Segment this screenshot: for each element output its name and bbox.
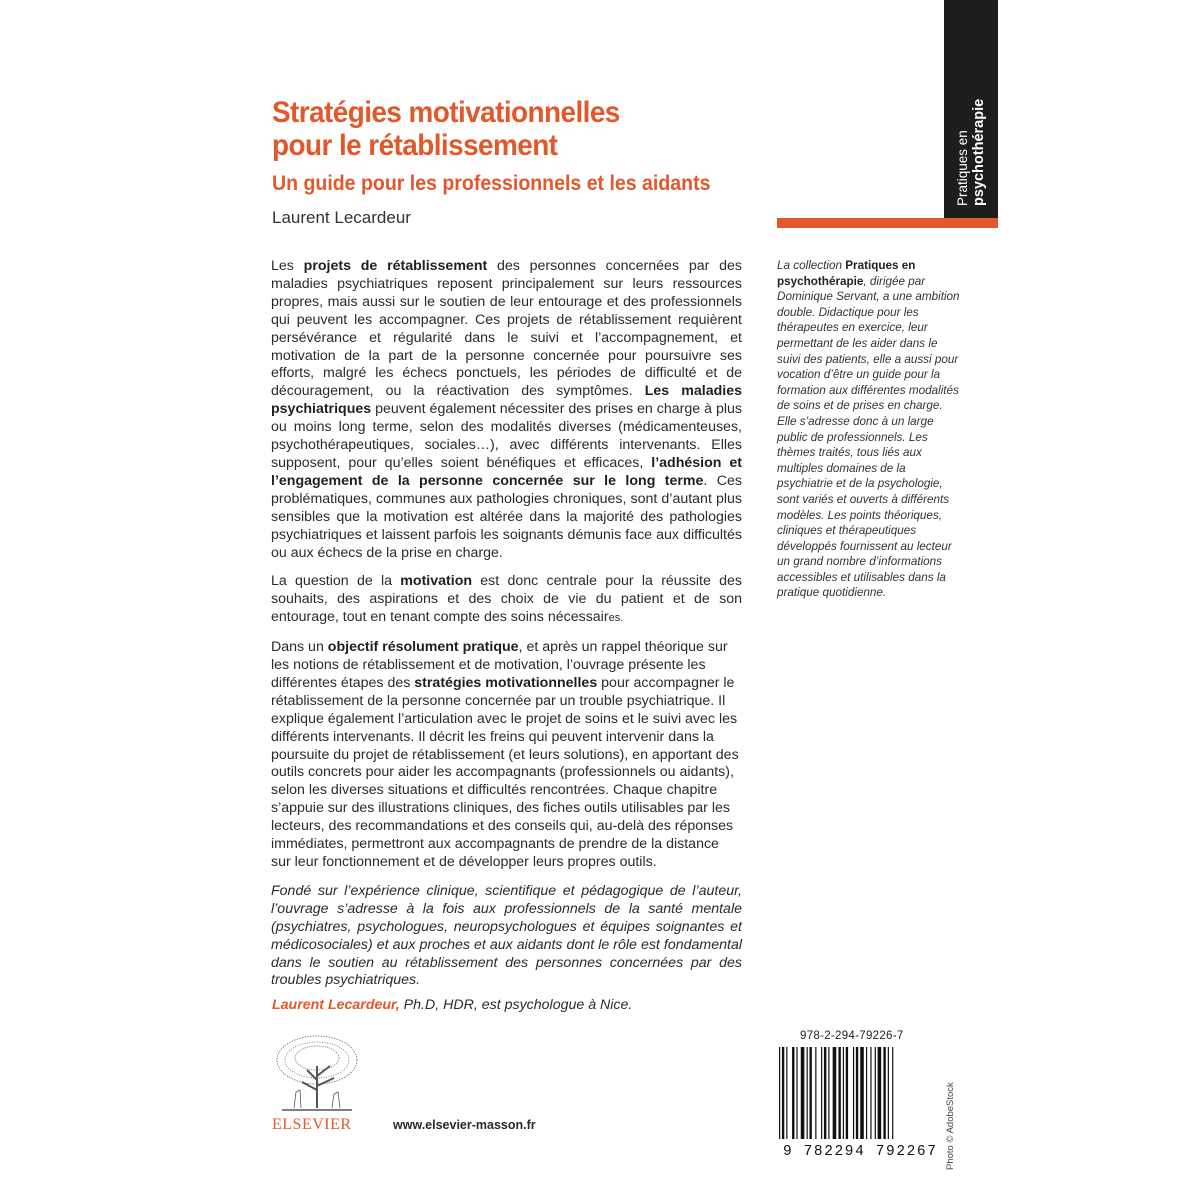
barcode-bar [878,1047,882,1139]
barcode-bar [853,1047,854,1139]
book-title [272,96,709,162]
emphasis-projets: projets de rétablissement [303,258,488,274]
title-line-2: pour le rétablissement [272,129,558,162]
paragraph-3 [271,639,742,872]
text-run: Dans un [271,639,328,656]
emphasis-strategies: stratégies motivationnelles [414,674,598,691]
back-cover-text [271,258,742,1001]
paragraph-2 [271,573,742,628]
barcode-bar [828,1047,829,1139]
author-bio [272,997,752,1013]
barcode-bar [875,1047,876,1139]
text-run: des personnes concernées par des maladies psychiatriques reposent principalement sur leurs ressources propres, mais aussi sur le soutien de leur entourage et des professionnels qui peuvent les accompagner. Ces projets de rétablissement requièrent persévérance et régularité dans le suivi et l’accompagnement, et motivation de la part de la personne concernée pour poursuivre ses efforts, malgré les échecs ponctuels, les périodes de difficulté et de découragement, ou la réactivation des symptômes. [271,258,742,400]
series-tab [944,0,998,218]
title-line-1: Stratégies motivationnelles [272,96,620,129]
emphasis-motivation: motivation [400,573,473,590]
text-run: . Ces problématiques, communes aux pathologies chroniques, sont d’autant plus sensibles que la motivation est altérée dans la majorité des pathologies psychiatriques et laissent parfois les soignants démunis face aux difficultés ou aux échecs de la prise en charge. [271,472,742,561]
barcode-bar [860,1047,864,1139]
emphasis-adhesion: l’adhésion et l’engagement de la personne concernée sur le long terme [271,454,742,489]
text-run: est donc centrale pour la réussite des souhaits, des aspirations et des choix de vie du patient et de son entourage, tout en tenant compte des soins nécessair [271,573,743,626]
barcode-bar [782,1047,784,1139]
text-run: La question de la [271,573,401,590]
paragraph-4: Fondé sur l’expérience clinique, scientifique et pédagogique de l’auteur, l’ouvrage s’adresse à la fois aux professionnels de la santé mentale (psychiatres, psychologues, neuropsychologues et équipes soignantes et médicosociales) et aux proches et aux aidants dont le rôle est fondamental dans le soutien au rétablissement des personnes concernées par des troubles psychiatriques. [271,882,742,989]
photo-credit: Photo © AdobeStock [945,1082,956,1170]
barcode-digits: 9 782294 792267 [783,1144,938,1160]
barcode-bar [833,1047,837,1139]
emphasis-maladies: Les maladies psychiatriques [271,383,743,418]
text-run: La collection [777,259,846,272]
isbn-text: 978-2-294-79226-7 [800,1030,904,1042]
barcode-bar [838,1047,840,1139]
publisher-name: ELSEVIER [272,1116,352,1133]
series-label [954,6,988,206]
barcode-bar [815,1047,816,1139]
bio-author-name: Laurent Lecardeur, [272,997,400,1013]
series-line-1: Pratiques en [955,130,970,206]
text-run-small: es. [608,612,624,625]
barcode-bar [809,1047,811,1139]
elsevier-tree-logo [272,1030,362,1118]
barcode-bar [870,1047,871,1139]
barcode-bar [779,1047,780,1139]
emphasis-objectif: objectif résolument pratique [327,639,519,656]
series-line-2: psychothérapie [971,98,987,206]
barcode-bar [892,1047,893,1139]
book-subtitle: Un guide pour les professionnels et les aidants [272,172,711,195]
barcode-bar [801,1047,805,1139]
barcode-bar [856,1047,858,1139]
barcode [777,1047,929,1147]
barcode-bar [824,1047,826,1139]
text-run: Les [271,258,304,274]
author-name: Laurent Lecardeur [272,208,411,227]
barcode-bar [796,1047,797,1139]
barcode-bar [843,1047,844,1139]
barcode-bar [786,1047,787,1139]
barcode-bar [846,1047,848,1139]
text-run: , et après un rappel théorique sur les notions de rétablissement et de motivation, l’ouvrage présente les différentes étapes des [271,639,728,691]
publisher-url[interactable]: www.elsevier-masson.fr [393,1118,536,1132]
barcode-bar [883,1047,885,1139]
barcode-bar [888,1047,889,1139]
accent-bar [777,218,998,228]
text-run: pour accompagner le rétablissement de la personne concernée par un trouble psychiatrique. Il explique également l’articulation avec le projet de soins et le suivi avec les différents intervenants. Il décrit les freins qui peuvent intervenir dans la poursuite du projet de rétablissement (et leurs solutions), en apportant des outils concrets pour aider les accompagnants (professionnels ou aidants), selon les diverses situations et difficultés rencontrées. Chaque chapitre s’appuie sur des illustrations cliniques, des fiches outils utilisables par les lecteurs, des recommandations et des conseils qui, au-delà des réponses immédiates, permettront aux accompagnants de prendre de la distance sur leur fonctionnement et de développer leurs propres outils. [271,674,739,870]
paragraph-1 [271,258,742,562]
text-run: , dirigée par Dominique Servant, a une ambition double. Didactique pour les thérapeutes en exercice, leur permettant de les aider dans le suivi des patients, elle a aussi pour vocation d’être un guide pour la formation aux différentes modalités de soins et de prises en charge. Elle s’adresse donc à un large public de professionnels. Les thèmes traités, tous liés aux multiples domaines de la psychiatrie et de la psychologie, sont variés et ouverts à différents modèles. Les points théoriques, cliniques et thérapeutiques développés fournissent au lecteur un grand nombre d’informations accessibles et utilisables dans la pratique quotidienne. [777,274,960,600]
bio-text: Ph.D, HDR, est psychologue à Nice. [399,997,633,1013]
collection-description [777,258,961,601]
barcode-bar [807,1047,808,1139]
barcode-bar [821,1047,822,1139]
collection-name: Pratiques en psychothérapie [777,259,916,288]
barcode-bar [866,1047,867,1139]
text-run: peuvent également nécessiter des prises en charge à plus ou moins long terme, selon des modalités diverses (médicamenteuses, psychothérapeutiques, sociales…), avec différents intervenants. Elles supposent, pour qu’elles soient bénéfiques et efficaces, [271,401,742,471]
barcode-bar [792,1047,794,1139]
